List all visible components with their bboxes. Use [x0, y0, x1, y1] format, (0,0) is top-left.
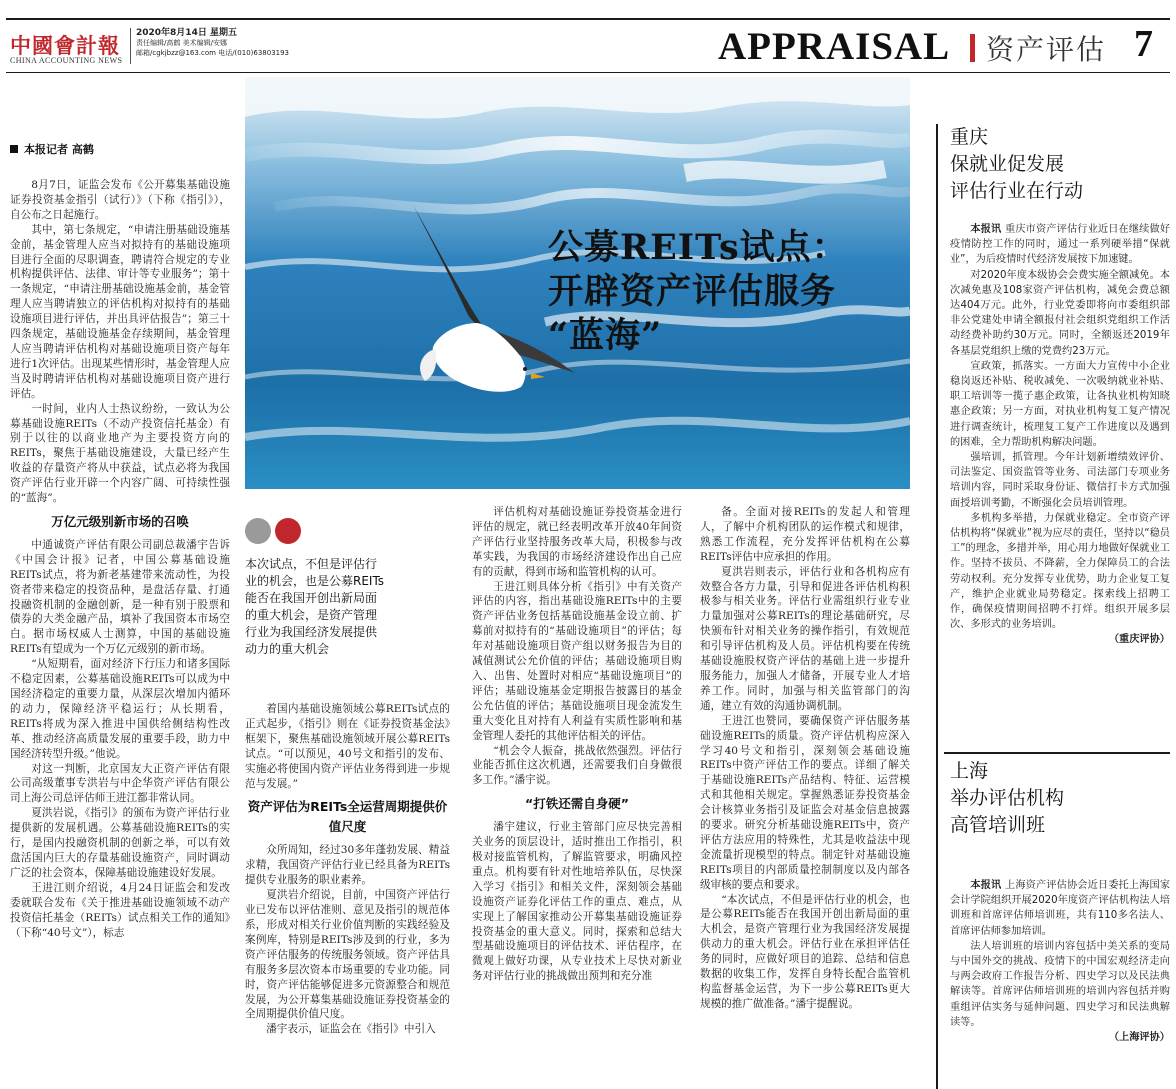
masthead-top-rule [6, 18, 1170, 20]
paragraph: 众所周知，经过30多年蓬勃发展、精益求精，我国资产评估行业已经具备为REITs提供专业服务的职业素养。 [245, 844, 450, 887]
story1-title-line-2: 保就业促发展 [950, 153, 1065, 175]
paragraph: 潘宇建议，行业主管部门应尽快完善相关业务的顶层设计，适时推出工作指引，积极对接监管机构，了解监管要求，明确风控重点。机构要有针对性地培养队伍，尽快深入学习《指引》和相关文件，深刻领会基础设施资产证券化评估工作的重点、难点，从实现上了解国家推动公开募集基础设施证券投资基金的重大意义。同时，探索和总结大型基础设施项目的评估技术、评估程序，在微观上做好功课，从专业技术上尽快对新业务对评估行业的挑战做出预判和充分准 [472, 821, 682, 983]
article-column-1 [10, 178, 230, 1089]
paragraph: “从短期看，面对经济下行压力和诸多国际不稳定因素，公募基础设施REITs可以成为中国经济稳定的重要力量，从深层次增加内循环的动力，保障经济平稳运行；从长期看，REITs将成为深入推进中国供给侧结构性改革、推动经济高质量发展的重要手段，助力中国经济转型升级。”他说。 [10, 658, 230, 760]
col4-paragraphs [472, 505, 682, 788]
sidebar-story1-title [950, 124, 1083, 205]
paragraph: 法人培训班的培训内容包括中美关系的变局与中国外交的挑战、疫情下的中国宏观经济走向与两会政府工作报告分析、四史学习以及民法典解读等。首席评估师培训班的培训内容包括并购重组评估实务与延伸问题、四史学习和民法典解读等。 [950, 940, 1170, 1028]
col1-paragraphs [10, 178, 230, 506]
pull-quote: 本次试点，不但是评估行业的机会，也是公募REITs能否在我国开创出新局面的重大机会，是资产管理行业为我国经济发展提供动力的重大机会 [245, 557, 385, 656]
story1-paragraphs [950, 222, 1170, 632]
headline-line-1: 公募REITs试点： [548, 227, 848, 268]
story2-title-line-2: 举办评估机构 [950, 787, 1065, 809]
section-title-en: APPRAISAL [718, 25, 951, 68]
article-column-3 [245, 702, 450, 1089]
story2-source: （上海评协） [1108, 1032, 1170, 1044]
headline-line-2: 开辟资产评估服务 [548, 271, 837, 312]
col3-paragraphs [245, 702, 450, 791]
sidebar-separator [944, 752, 1170, 754]
paragraph: 潘宇表示，证监会在《指引》中引入 [266, 1023, 436, 1036]
paragraph: 夏洪岩说，《指引》的颁布为资产评估行业提供新的发展机遇。公募基础设施REITs的实行，是国内投融资机制的创新之举，可以有效盘活国内巨大的存量基础设施资产，同时调动广泛的社会资本，保障基础设施建设好发展。 [10, 807, 230, 879]
lead-tag: 本报讯 [970, 880, 1006, 891]
paragraph: 中通诚资产评估有限公司副总裁潘宇告诉《中国会计报》记者，中国公募基础设施REITs试点，将为新老基建带来流动性，为投资者带来稳定的投资品种，是盘活存量、打通投融资机制的金融创新，是一种有别于股票和债券的大类金融产品，填补了我国资本市场空白。据市场权威人士测算，中国的基础设施REITs有望成为一个万亿元级别的新市场。 [10, 538, 230, 656]
paragraph: 对2020年度本级协会会费实施全额减免。本次减免惠及108家资产评估机构，减免会费总额达404万元。此外，行业党委即将向市委组织部非公党建处申请全额报付社会组织党组织工作活动经费补助约30万元。同时，全额返还2019年各基层党组织上缴的党费约23万元。 [950, 269, 1170, 357]
contact-line: 邮箱/cgkjbzz@163.com 电话/(010)63803193 [136, 49, 290, 57]
sidebar-story1-body [950, 222, 1170, 746]
paragraph: 一时间，业内人士热议纷纷，一致认为公募基础设施REITs（不动产投资信托基金）有别于以往的以商业地产为主要投资方向的REITs，聚焦于基础设施建设，大量已经产生收益的存量资产将从中获益，试点必将为我国资产评估行业开辟一个内容广阔、可持续性强的“蓝海”。 [10, 402, 230, 505]
col4b-paragraphs [472, 820, 682, 984]
issue-meta [136, 28, 289, 58]
col5-paragraphs [700, 505, 910, 1012]
red-dot-icon [275, 518, 301, 544]
subheading-1: 万亿元级别新市场的召唤 [51, 513, 189, 529]
date-line: 2020年8月14日 星期五 [136, 28, 237, 38]
byline [10, 141, 94, 157]
story1-source: （重庆评协） [1108, 634, 1170, 646]
story1-title-line-1: 重庆 [950, 126, 989, 148]
subheading-2: 资产评估为REITs全运营周期提供价值尺度 [247, 799, 448, 835]
paragraph: 多机构多举措，力保就业稳定。全市资产评估机构将“保就业”视为应尽的责任，坚持以“稳员工”的理念，多措并举，用心用力地做好保就业工作。坚持不拔员、不降薪，全力保障员工的合法劳动权利。充分发挥专业优势，助力企业复工复产，维护企业就业局势稳定。探索线上招聘工作，确保疫情期间招聘不打烊。组织开展多层次、多形式的业务培训。 [950, 512, 1170, 631]
subheading-3: “打铁还需自身硬” [525, 796, 629, 812]
paragraph: 夏洪岩则表示，评估行业和各机构应有效整合各方力量，引导和促进各评估机构积极参与相关业务。评估行业需组织行业专业力量加强对公募REITs的理论基础研究，尽快颁布针对相关业务的操作指引，有效规范和引导评估机构及人员。评估机构要在传统基础设施股权资产评估的基础上进一步提升服务能力，加强人才储备，开展专业人才培养工作。同时，加强与相关监管部门的沟通，建立有效的沟通协调机制。 [700, 565, 910, 712]
grey-dot-icon [245, 518, 271, 544]
paragraph: 王进江也赞同，要确保资产评估服务基础设施REITs的质量。资产评估机构应深入学习40号文和指引，深刻领会基础设施REITs中资产评估工作的要点。详细了解关于基础设施REITs产品结构、特征、运营模式和其他相关规定。掌握熟悉证券投资基金会计核算业务指引及证监会对基金信息披露的要求。研究分析基础设施REITs中，资产评估方法应用的特殊性，尤其是收益法中现金流量折现模型的特点。制定针对基础设施REITs项目的内部质量控制制度以及内部各级审核的要点和要求。 [700, 714, 910, 891]
story2-title-line-3: 高管培训班 [950, 814, 1046, 836]
article-column-4 [472, 505, 682, 1089]
sidebar-story2-body [950, 878, 1170, 1083]
paragraph: “机会令人振奋，挑战依然强烈。评估行业能否抓住这次机遇，还需要我们自身做很多工作。”潘宇说。 [472, 744, 682, 787]
story1-title-line-3: 评估行业在行动 [950, 180, 1084, 202]
paragraph: 着国内基础设施领域公募REITs试点的正式起步，《指引》则在《证券投资基金法》框架下，聚焦基础设施领域开展公募REITs试点。“可以预见，40号文和指引的发布、实施必将使国内资产评估业务得到进一步规范与发展。” [245, 703, 450, 790]
byline-text: 本报记者 高鹤 [24, 143, 94, 156]
paragraph: 王进江则具体分析《指引》中有关资产评估的内容，指出基础设施REITs中的主要资产评估业务包括基础设施基金设立前、扩募前对拟持有的“基础设施项目”的评估；每年对基础设施项目资产组以财务报告为目的减值测试公允价值的评估；基础设施项目购入、出售、处置时对相应“基础设施项目”的评估；基础设施基金定期报告披露目的基金公允估值的评估；基础设施项目现金流发生重大变化且对持有人利益有实质性影响和基金管理人委托的其他评估相关的评估。 [472, 580, 682, 742]
story2-title-line-1: 上海 [950, 760, 989, 782]
sidebar-rule [936, 124, 938, 1089]
paragraph: “本次试点，不但是评估行业的机会，也是公募REITs能否在我国开创出新局面的重大机会，是资产管理行业为我国经济发展提供动力的重大机会。评估行业在承担评估任务的同时，应做好项目的追踪、总结和信息数据的收集工作，发挥自身特长配合监管机构监督基金运营，为下一步公募REITs更大规模的推广做准备。”潘宇提醒说。 [700, 893, 910, 1010]
paragraph: 备。全面对接REITs的发起人和管理人，了解中介机构团队的运作模式和规律，熟悉工作流程，充分发挥评估机构在公募REITs评估中应承担的作用。 [700, 506, 910, 563]
paper-name: 中國會計報 [10, 33, 120, 58]
paragraph: 其中，第七条规定，“申请注册基础设施基金前，基金管理人应当对拟持有的基础设施项目进行全面的尽职调查，聘请符合规定的专业机构提供评估、法律、审计等专业服务”；第十一条规定，“申请注册基础设施基金前，基金管理人应当聘请独立的评估机构对拟持有的基础设施项目进行评估，并出具评估报告”；第三十四条规定，基础设施基金存续期间，基金管理人应当聘请评估机构对基础设施项目资产每年进行1次评估。出现某些情形时，基金管理人应当及时聘请评估机构对基础设施项目资产进行评估。 [10, 223, 230, 400]
paper-name-en: CHINA ACCOUNTING NEWS [10, 56, 123, 65]
lead-tag: 本报讯 [970, 224, 1006, 235]
paragraph: 宣政策，抓落实。一方面大力宣传中小企业稳岗返还补贴、税收减免、一次吸纳就业补贴、职工培训等一揽子惠企政策，让各执业机构知晓惠企政策；另一方面，对执业机构复工复产情况进行调查统计，梳理复工复产工作进度以及遇到的困难，全力帮助机构解决问题。 [950, 360, 1170, 448]
paragraph: 强培训，抓管理。今年计划新增绩效评价、司法鉴定、国资监管等业务、司法部门专项业务培训内容，同时采取身份证、微信打卡方式加强面授培训考勤，不断强化会员培训管理。 [950, 452, 1170, 509]
col3b-paragraphs [245, 843, 450, 1037]
paragraph: 本报讯 上海资产评估协会近日委托上海国家会计学院组织开展2020年度资产评估机构法人培训班和首席评估师培训班，共有110多名法人、首席评估师参加培训。 [950, 880, 1170, 937]
paragraph: 本报讯 重庆市资产评估行业近日在继续做好疫情防控工作的同时，通过一系列硬举措“保就业”，为后疫情时代经济发展按下加速键。 [950, 224, 1170, 266]
meta-divider [130, 28, 131, 64]
section-accent-bar [970, 34, 975, 62]
page-number: 7 [1134, 23, 1153, 65]
article-column-5 [700, 505, 910, 1089]
pull-quote-dots [245, 518, 305, 548]
paragraph: 评估机构对基础设施证券投资基金进行评估的规定，就已经表明改革开放40年间资产评估行业坚持服务改革大局，积极参与改革实践，为我国的市场经济建设作出自己应有的贡献，得到市场和监管机构的认可。 [472, 506, 682, 578]
paragraph: 夏洪岩介绍说，目前，中国资产评估行业已发布以评估准则、意见及指引的规范体系，形成对相关行业价值判断的实践经验及案例库，特别是REITs涉及到的行业，多为资产评估服务的传统服务领域。资产评估具有服务多层次资本市场重要的专业功能。同时，资产评估能够促进多元资源整合和规范发展，为公开募集基础设施证券投资基金的全周期提供价值尺度。 [245, 889, 450, 1021]
paragraph: 王进江则介绍说，4月24日证监会和发改委就联合发布《关于推进基础设施领域不动产投资信托基金（REITs）试点相关工作的通知》（下称“40号文”），标志 [10, 881, 230, 939]
masthead [0, 0, 1176, 74]
masthead-bottom-rule [6, 72, 1170, 73]
headline-line-3: “蓝海” [548, 315, 663, 356]
paragraph: 对这一判断，北京国友大正资产评估有限公司高级董事专洪岩与中企华资产评估有限公司上海公司总评估师王进江都非常认同。 [10, 762, 230, 805]
paragraph: 8月7日，证监会发布《公开募集基础设施证券投资基金指引（试行）》（下称《指引》），自公布之日起施行。 [10, 179, 230, 221]
story2-paragraphs [950, 878, 1170, 1030]
article-headline [548, 226, 848, 358]
section-title-cn: 资产评估 [986, 33, 1107, 66]
byline-square-icon [10, 145, 18, 153]
col2-paragraphs [10, 538, 230, 940]
editors-line: 责任编辑/高鹤 美术编辑/安娜 [136, 39, 227, 47]
sidebar-story2-title [950, 758, 1064, 839]
